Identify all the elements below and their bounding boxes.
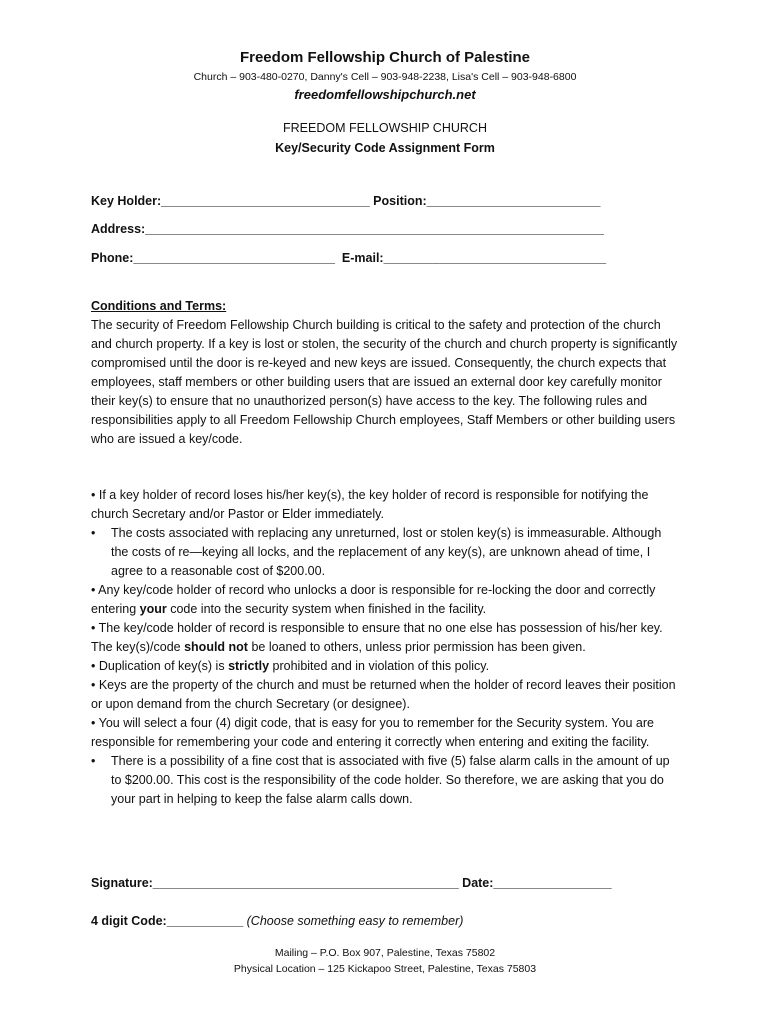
address-line[interactable]: Address:__________________________________________________________________ — [91, 222, 605, 236]
bullet-icon: • — [91, 526, 96, 540]
rule-relock-door: • Any key/code holder of record who unlocks a door is responsible for re-locking the door and correctly entering your code into the security system when finished in the facility. — [91, 583, 656, 616]
physical-address: Physical Location – 125 Kickapoo Street, Palestine, Texas 75803 — [233, 963, 537, 975]
conditions-heading: Conditions and Terms: — [91, 299, 227, 313]
code-line[interactable] — [91, 914, 463, 928]
website-url: freedomfellowshipchurch.net — [294, 87, 476, 102]
contact-phones: Church – 903-480-0270, Danny's Cell – 903-948-2238, Lisa's Cell – 903-948-6800 — [193, 71, 577, 83]
rule-return-keys: • Keys are the property of the church and must be returned when the holder of record leaves their position or upon demand from the church Secretary (or designee). — [91, 678, 676, 711]
rule-security-code: • You will select a four (4) digit code, that is easy for you to remember for the Security system. You are responsible for remembering your code and entering it correctly when entering and exiting the facility. — [91, 716, 654, 749]
key-holder-position-line[interactable]: Key Holder:______________________________ Position:_________________________ — [91, 194, 601, 208]
rule-lost-keys-cost: • The costs associated with replacing any unreturned, lost or stolen key(s) is immeasurable. Although the costs of re—keying all locks, and the replacement of any key(s), are unknown ahead of time, I agree to a reasonable cost of $200.00. — [91, 526, 662, 578]
conditions-paragraph: The security of Freedom Fellowship Church building is critical to the safety and protection of the church and church property. If a key is lost or stolen, the security of the church and church property is significantly compromised until the door is re-keyed and new keys are issued. Consequently, the church expects that employees, staff members or other building users that are issued an external door key carefully monitor their key(s) to ensure that no unauthorized person(s) have access to the key. The following rules and responsibilities apply to all Freedom Fellowship Church employees, Staff Members or other building users who are issued a key/code. — [91, 318, 678, 446]
code-hint: (Choose something easy to remember) — [243, 914, 464, 928]
form-organization: FREEDOM FELLOWSHIP CHURCH — [283, 121, 487, 135]
rule-no-loaning: • The key/code holder of record is responsible to ensure that no one else has possession of his/her key. The key(s)/code should not be loaned to others, unless prior permission has been given. — [91, 621, 663, 654]
rule-false-alarm-fine: • There is a possibility of a fine cost that is associated with five (5) false alarm calls in the amount of up to $200.00. This cost is the responsibility of the code holder. So therefore, we are asking that you do your part in helping to keep the false alarm calls down. — [91, 754, 670, 806]
bullet-icon: • — [91, 754, 96, 768]
mailing-address: Mailing – P.O. Box 907, Palestine, Texas 75802 — [274, 947, 496, 959]
phone-email-line[interactable]: Phone:_____________________________ E-mail:________________________________ — [91, 251, 607, 265]
signature-date-line[interactable]: Signature:____________________________________________ Date:_________________ — [91, 876, 612, 890]
rule-lost-keys: • If a key holder of record loses his/her key(s), the key holder of record is responsible for notifying the church Secretary and/or Pastor or Elder immediately. — [91, 488, 649, 521]
rule-no-duplication: • Duplication of key(s) is strictly prohibited and in violation of this policy. — [91, 659, 490, 673]
rules-list — [91, 486, 681, 809]
organization-title: Freedom Fellowship Church of Palestine — [239, 49, 531, 66]
code-label[interactable]: 4 digit Code:___________ — [91, 914, 244, 928]
form-title: Key/Security Code Assignment Form — [275, 141, 495, 155]
